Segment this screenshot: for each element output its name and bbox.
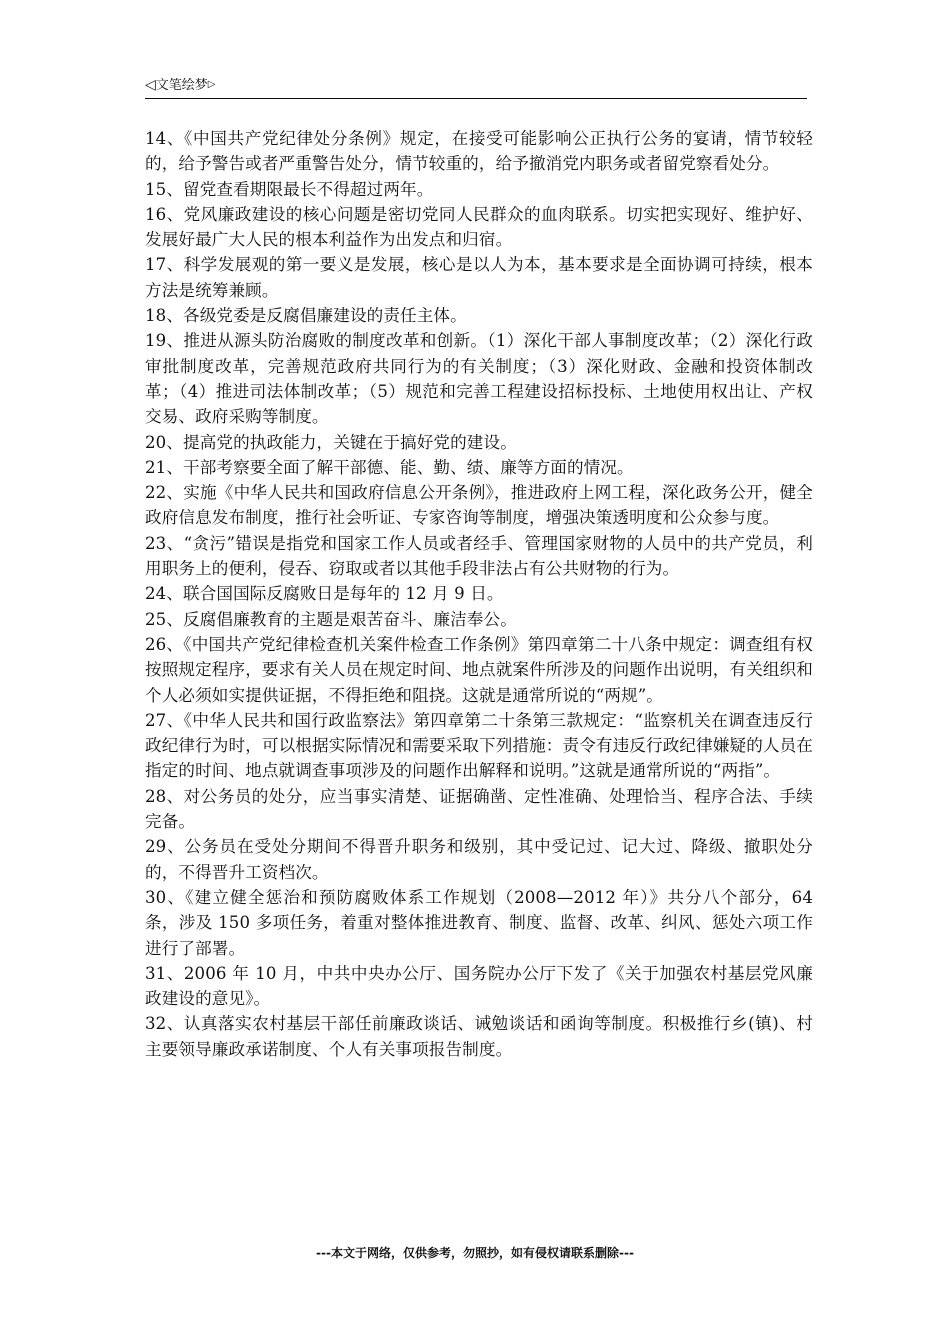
paragraph-item: 23、“贪污”错误是指党和国家工作人员或者经手、管理国家财物的人员中的共产党员，利用职务上的便利，侵吞、窃取或者以其他手段非法占有公共财物的行为。 xyxy=(145,533,813,579)
paragraph-item: 15、留党查看期限最长不得超过两年。 xyxy=(145,179,434,199)
paragraph-item: 27、《中华人民共和国行政监察法》第四章第二十条第三款规定：“监察机关在调查违反行政纪律行为时，可以根据实际情况和需要采取下列措施：责令有违反行政纪律嫌疑的人员在指定的时间、地点就调查事项涉及的问题作出解释和说明。”这就是通常所说的“两指”。 xyxy=(145,710,813,781)
right-triangle-icon: ▷ xyxy=(207,79,216,90)
left-triangle-icon: ◁ xyxy=(145,77,156,93)
paragraph-item: 17、科学发展观的第一要义是发展，核心是以人为本，基本要求是全面协调可持续，根本方法是统筹兼顾。 xyxy=(145,255,813,300)
header-divider xyxy=(145,98,807,99)
paragraph-item: 16、党风廉政建设的核心问题是密切党同人民群众的血肉联系。切实把实现好、维护好、发展好最广大人民的根本利益作为出发点和归宿。 xyxy=(145,204,813,250)
footer-notice: ---本文于网络，仅供参考，勿照抄，如有侵权请联系删除--- xyxy=(316,1246,634,1260)
page-header xyxy=(145,76,807,98)
paragraph-item: 29、公务员在受处分期间不得晋升职务和级别，其中受记过、记大过、降级、撤职处分的，不得晋升工资档次。 xyxy=(145,837,813,882)
paragraph-item: 19、推进从源头防治腐败的制度改革和创新。（1）深化干部人事制度改革；（2）深化行政审批制度改革，完善规范政府共同行为的有关制度；（3）深化财政、金融和投资体制改革；（4）推进司法体制改革；（5）规范和完善工程建设招标投标、土地使用权出让、产权交易、政府采购等制度。 xyxy=(145,331,813,427)
paragraph-item: 31、2006 年 10 月，中共中央办公厅、国务院办公厅下发了《关于加强农村基层党风廉政建设的意见》。 xyxy=(145,963,813,1009)
paragraph-item: 18、各级党委是反腐倡廉建设的责任主体。 xyxy=(145,306,467,326)
paragraph-item: 28、对公务员的处分，应当事实清楚、证据确凿、定性准确、处理恰当、程序合法、手续完备。 xyxy=(145,786,813,832)
paragraph-item: 26、《中国共产党纪律检查机关案件检查工作条例》第四章第二十八条中规定：调查组有权按照规定程序，要求有关人员在规定时间、地点就案件所涉及的问题作出说明，有关组织和个人必须如实提供证据，不得拒绝和阻挠。这就是通常所说的“两规”。 xyxy=(145,634,813,705)
paragraph-item: 14、《中国共产党纪律处分条例》规定，在接受可能影响公正执行公务的宴请，情节较轻的，给予警告或者严重警告处分，情节较重的，给予撤消党内职务或者留党察看处分。 xyxy=(145,129,813,174)
paragraph-item: 25、反腐倡廉教育的主题是艰苦奋斗、廉洁奉公。 xyxy=(145,609,517,629)
document-body xyxy=(145,126,813,1062)
paragraph-item: 21、干部考察要全面了解干部德、能、勤、绩、廉等方面的情况。 xyxy=(145,457,634,477)
paragraph-item: 30、《建立健全惩治和预防腐败体系工作规划（2008—2012 年）》共分八个部分，64 条，涉及 150 多项任务，着重对整体推进教育、制度、监督、改革、纠风、惩处六项工作进行了部署。 xyxy=(145,887,813,958)
paragraph-item: 32、认真落实农村基层干部任前廉政谈话、诫勉谈话和函询等制度。积极推行乡(镇)、村主要领导廉政承诺制度、个人有关事项报告制度。 xyxy=(145,1014,813,1059)
header-title: 文笔绘梦 xyxy=(155,78,208,93)
paragraph-item: 24、联合国国际反腐败日是每年的 12 月 9 日。 xyxy=(145,584,504,604)
paragraph-item: 22、实施《中华人民共和国政府信息公开条例》，推进政府上网工程，深化政务公开，健全政府信息发布制度，推行社会听证、专家咨询等制度，增强决策透明度和公众参与度。 xyxy=(145,483,813,528)
paragraph-item: 20、提高党的执政能力，关键在于搞好党的建设。 xyxy=(145,432,517,452)
